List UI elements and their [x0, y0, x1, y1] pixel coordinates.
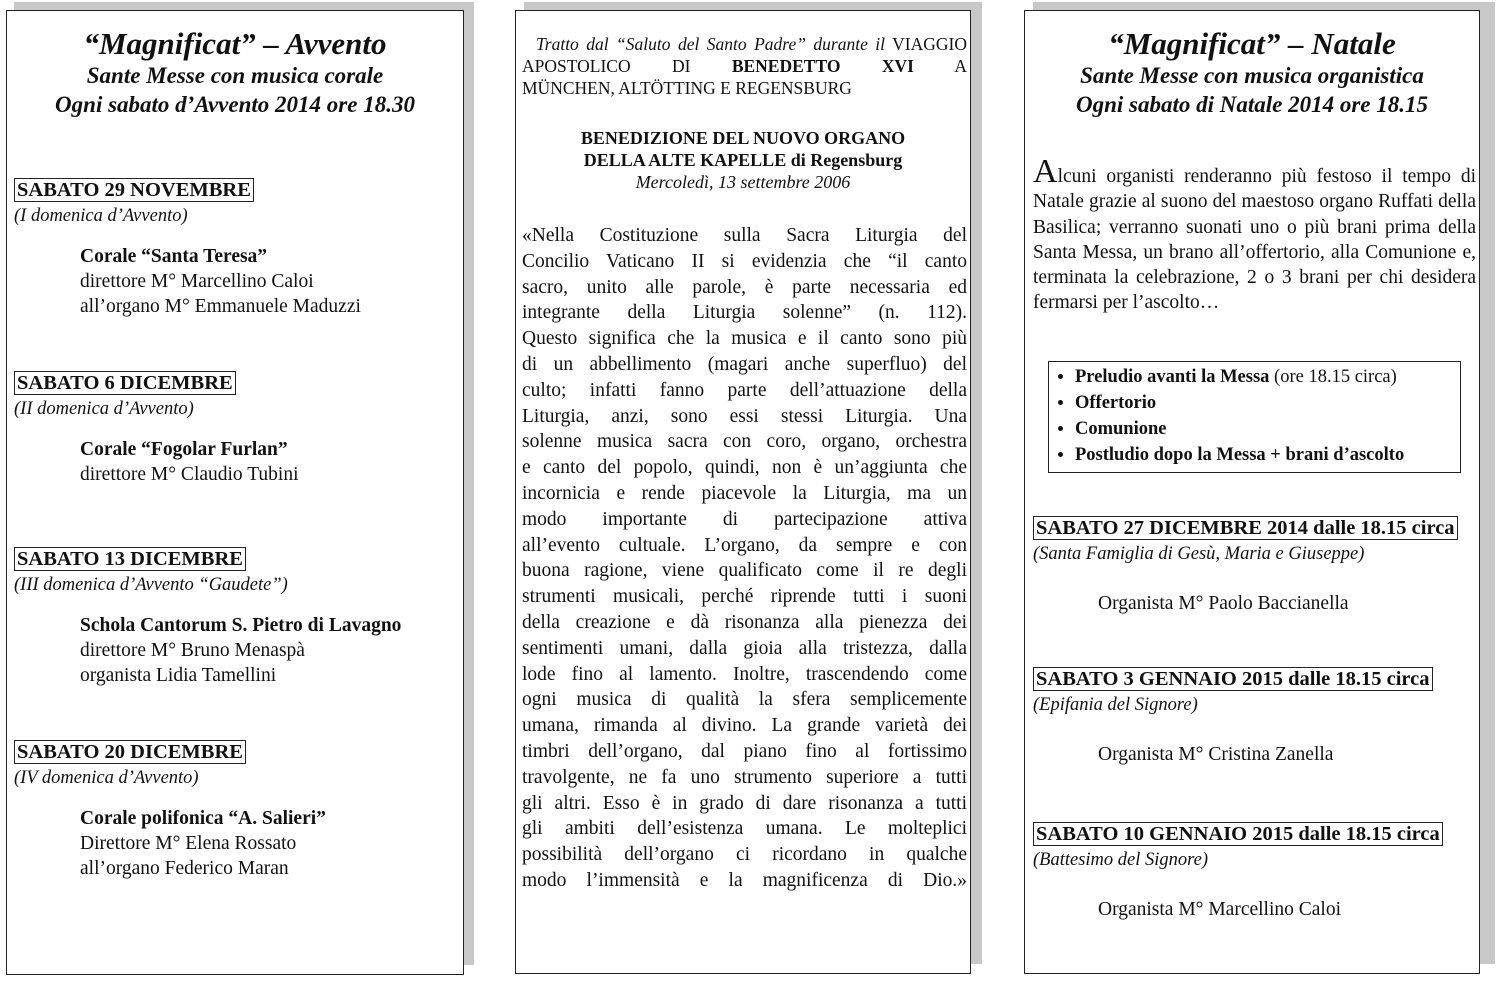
quote-line: strumenti musicali, perché riprende tutti i suoni [522, 586, 967, 608]
event-liturgy: (Battesimo del Signore) [1033, 850, 1209, 870]
christmas-event [1033, 516, 1478, 616]
quote-line: modo l’immensità e la magnificenza di Dio.» [522, 869, 967, 891]
source-trip: VIAGGIO [885, 34, 967, 54]
description-text: lcuni organisti renderanno più festoso il tempo di Natale grazie al suono del maestoso organo Ruffati della Basilica; verranno suonati uno o più brani prima della Santa Messa, un brano all’offertorio, alla Comunione e, terminata la celebrazione, 2 o 3 brani per chi desidera fermarsi per l’ascolto… [1033, 166, 1476, 314]
advent-event [14, 547, 454, 688]
event-date: SABATO 10 GENNAIO 2015 dalle 18.15 circa [1033, 822, 1443, 846]
quote-line: gli ambiti dell’esistenza umana. Le molteplici [522, 818, 967, 840]
event-liturgy: (III domenica d’Avvento “Gaudete”) [14, 575, 288, 595]
advent-title: “Magnificat” – Avvento [83, 26, 387, 61]
christmas-subtitle: Sante Messe con musica organistica [1080, 63, 1424, 88]
program-box [1048, 361, 1461, 473]
quote-line: di un abbellimento (magari anche superfluo) del [522, 353, 967, 375]
program-item: • Comunione [1075, 416, 1452, 442]
christmas-event [1033, 822, 1478, 922]
advent-schedule: Ogni sabato d’Avvento 2014 ore 18.30 [55, 92, 415, 117]
event-date: SABATO 3 GENNAIO 2015 dalle 18.15 circa [1033, 667, 1433, 691]
source-pope: BENEDETTO XVI [731, 56, 914, 76]
quote-line: all’evento cultuale. L’organo, da sempre e con [522, 534, 967, 556]
quote-line: e canto del popolo, quindi, non è un’aggiunta che [522, 457, 967, 479]
event-liturgy: (I domenica d’Avvento) [14, 206, 188, 226]
quote-line: culto; infatti fanno parte dell’attuazione della [522, 379, 967, 401]
christmas-description [1033, 153, 1476, 316]
event-date: SABATO 29 NOVEMBRE [14, 178, 254, 202]
event-choir: Corale “Fogolar Furlan” [80, 439, 288, 460]
blessing-location: DELLA ALTE KAPELLE di Regensburg [583, 150, 903, 170]
christmas-schedule: Ogni sabato di Natale 2014 ore 18.15 [1075, 92, 1429, 117]
event-date: SABATO 13 DICEMBRE [14, 547, 246, 571]
event-liturgy: (II domenica d’Avvento) [14, 399, 194, 419]
event-date: SABATO 27 DICEMBRE 2014 dalle 18.15 circa [1033, 516, 1458, 540]
christmas-event [1033, 667, 1478, 767]
source-apostolic: APOSTOLICO DI [522, 56, 732, 76]
event-director: Direttore M° Elena Rossato [80, 833, 297, 854]
blessing-date: Mercoledì, 13 settembre 2006 [635, 172, 851, 192]
advent-subtitle: Sante Messe con musica corale [86, 63, 384, 88]
quote-line: incornicia e rende piacevole la Liturgia, ma un [522, 482, 967, 504]
quote-line: buona ragione, viene qualificato come il re degli [522, 560, 967, 582]
christmas-title: “Magnificat” – Natale [1108, 26, 1396, 61]
source-a: A [913, 56, 967, 76]
quote-line: umana, rimanda al divino. La grande varietà dei [522, 715, 967, 737]
program-item: • Postludio dopo la Messa + brani d’ascolto [1075, 442, 1452, 468]
quote-line: Questo significa che la musica e il canto sono più [522, 328, 967, 350]
event-liturgy: (Epifania del Signore) [1033, 695, 1198, 715]
quote-panel [515, 10, 971, 974]
event-date: SABATO 6 DICEMBRE [14, 371, 236, 395]
quote-line: timbri dell’organo, dal piano fino al fortissimo [522, 740, 967, 762]
quote-source [522, 33, 967, 99]
event-director: direttore M° Bruno Menaspà [80, 640, 305, 661]
event-director: direttore M° Claudio Tubini [80, 464, 299, 485]
pope-quote [522, 223, 967, 894]
event-liturgy: (Santa Famiglia di Gesù, Maria e Giuseppe) [1033, 544, 1365, 564]
quote-line: ogni musica di qualità la sfera semplicemente [522, 689, 967, 711]
quote-line: della creazione e dà risonanza alla pienezza dei [522, 611, 967, 633]
event-director: direttore M° Marcellino Caloi [80, 271, 314, 292]
event-date: SABATO 20 DICEMBRE [14, 740, 246, 764]
event-organist: Organista M° Marcellino Caloi [1098, 899, 1342, 920]
event-choir: Corale “Santa Teresa” [80, 246, 268, 267]
event-organist: Organista M° Cristina Zanella [1098, 744, 1334, 765]
source-intro: Tratto dal “Saluto del Santo Padre” durante il [536, 34, 886, 54]
event-organist: all’organo M° Emmanuele Maduzzi [80, 296, 361, 317]
quote-line: sacro, unito alle parole, è parte necessaria ed [522, 276, 967, 298]
source-cities: MÜNCHEN, ALTÖTTING E REGENSBURG [522, 78, 852, 98]
quote-line: lode fino al lamento. Inoltre, trascendendo come [522, 663, 967, 685]
advent-event [14, 371, 454, 487]
advent-event [14, 178, 454, 319]
quote-line: Concilio Vaticano II si evidenzia che “il canto [522, 250, 967, 272]
christmas-panel [1024, 10, 1480, 974]
blessing-title: BENEDIZIONE DEL NUOVO ORGANO [580, 128, 906, 148]
event-organist: organista Lidia Tamellini [80, 665, 277, 686]
event-organist: Organista M° Paolo Baccianella [1098, 593, 1349, 614]
quote-line: modo importante di partecipazione attiva [522, 508, 967, 530]
event-choir: Corale polifonica “A. Salieri” [80, 808, 326, 829]
program-item: • Preludio avanti la Messa (ore 18.15 circa) [1075, 364, 1452, 390]
drop-cap: A [1033, 153, 1058, 190]
quote-line: integrante della Liturgia solenne” (n. 112). [522, 302, 967, 324]
quote-line: «Nella Costituzione sulla Sacra Liturgia del [522, 225, 967, 246]
quote-line: solenne musica sacra con coro, organo, orchestra [522, 431, 967, 453]
quote-line: sentimenti umani, dalla gioia alla tristezza, dalla [522, 637, 967, 659]
program-item: • Offertorio [1075, 390, 1452, 416]
quote-line: Liturgia, anzi, sono essi stessi Liturgia. Una [522, 405, 967, 427]
advent-panel [6, 10, 464, 975]
quote-line: travolgente, ne fa uno strumento superiore a tutti [522, 766, 967, 788]
event-liturgy: (IV domenica d’Avvento) [14, 768, 199, 788]
event-organist: all’organo Federico Maran [80, 858, 289, 879]
advent-event [14, 740, 454, 881]
event-choir: Schola Cantorum S. Pietro di Lavagno [80, 615, 402, 636]
quote-line: gli altri. Esso è in grado di dare risonanza a tutti [522, 792, 967, 814]
quote-line: possibilità dell’organo ci ricordano in qualche [522, 844, 967, 866]
